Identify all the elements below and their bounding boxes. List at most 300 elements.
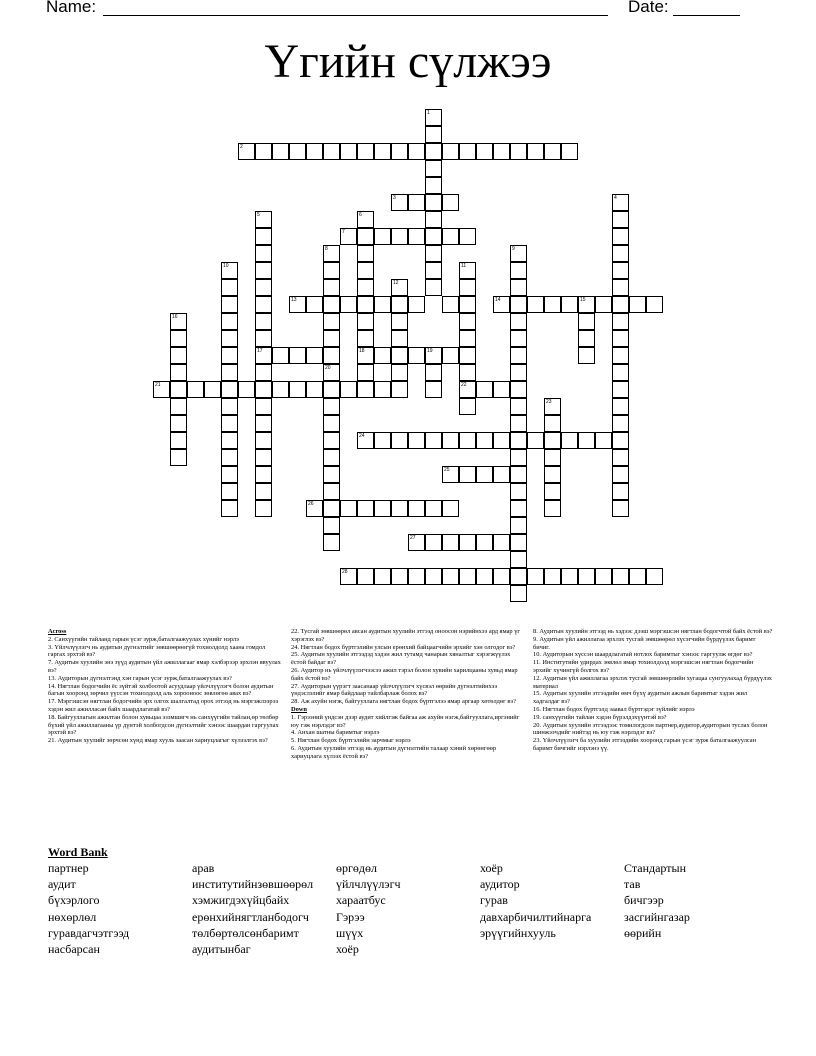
grid-cell[interactable]	[340, 143, 357, 160]
grid-cell[interactable]	[221, 330, 238, 347]
grid-cell[interactable]	[425, 194, 442, 211]
grid-cell[interactable]	[170, 398, 187, 415]
grid-cell[interactable]	[391, 330, 408, 347]
grid-cell[interactable]	[408, 534, 425, 551]
grid-cell[interactable]	[170, 330, 187, 347]
grid-cell[interactable]	[221, 347, 238, 364]
grid-cell[interactable]	[238, 381, 255, 398]
word-bank-word: төлбөртөлсөнбаримт	[192, 925, 299, 940]
word-bank-word: гуравдагчэтгээд	[48, 925, 130, 940]
grid-cell[interactable]	[391, 143, 408, 160]
clue-number: 15	[580, 297, 586, 303]
grid-cell[interactable]	[221, 449, 238, 466]
grid-cell[interactable]	[459, 313, 476, 330]
grid-cell[interactable]	[374, 347, 391, 364]
clue-number: 1	[427, 110, 430, 116]
grid-cell[interactable]	[340, 500, 357, 517]
grid-cell[interactable]	[357, 347, 374, 364]
grid-cell[interactable]	[221, 381, 238, 398]
grid-cell[interactable]	[612, 432, 629, 449]
clue-number: 24	[359, 433, 365, 439]
grid-cell[interactable]	[221, 296, 238, 313]
grid-cell[interactable]	[425, 143, 442, 160]
grid-cell[interactable]	[408, 347, 425, 364]
clue-number: 14	[495, 297, 501, 303]
grid-cell[interactable]	[510, 585, 527, 602]
grid-cell[interactable]	[612, 500, 629, 517]
grid-cell[interactable]	[391, 194, 408, 211]
grid-cell[interactable]	[459, 279, 476, 296]
grid-cell[interactable]	[527, 296, 544, 313]
grid-cell[interactable]	[425, 432, 442, 449]
grid-cell[interactable]	[510, 364, 527, 381]
grid-cell[interactable]	[578, 347, 595, 364]
grid-cell[interactable]	[612, 483, 629, 500]
grid-cell[interactable]	[408, 143, 425, 160]
grid-cell[interactable]	[612, 347, 629, 364]
grid-cell[interactable]	[476, 466, 493, 483]
grid-cell[interactable]	[459, 228, 476, 245]
grid-cell[interactable]	[221, 483, 238, 500]
grid-cell[interactable]	[289, 296, 306, 313]
grid-cell[interactable]	[170, 313, 187, 330]
grid-cell[interactable]	[340, 381, 357, 398]
word-bank-word: аудитор	[480, 877, 520, 892]
clue-text: 28. Аж ахуйн нэгж, байгууллага нягтлан бодох бүртгэлээ ямар аргаар хөтөлдөг вэ?	[291, 698, 516, 706]
across-heading: Across	[48, 628, 67, 635]
grid-cell[interactable]	[459, 381, 476, 398]
grid-cell[interactable]	[374, 296, 391, 313]
grid-cell[interactable]	[221, 500, 238, 517]
grid-cell[interactable]	[459, 568, 476, 585]
grid-cell[interactable]	[323, 143, 340, 160]
grid-cell[interactable]	[255, 228, 272, 245]
grid-cell[interactable]	[595, 296, 612, 313]
grid-cell[interactable]	[170, 415, 187, 432]
grid-cell[interactable]	[612, 398, 629, 415]
grid-cell[interactable]	[408, 432, 425, 449]
grid-cell[interactable]	[425, 381, 442, 398]
grid-cell[interactable]	[510, 568, 527, 585]
word-bank-word: бүхэрлого	[48, 893, 100, 908]
grid-cell[interactable]	[221, 432, 238, 449]
grid-cell[interactable]	[510, 313, 527, 330]
clue-number: 22	[461, 382, 467, 388]
grid-cell[interactable]	[578, 330, 595, 347]
grid-cell[interactable]	[493, 143, 510, 160]
grid-cell[interactable]	[170, 347, 187, 364]
grid-cell[interactable]	[391, 313, 408, 330]
grid-cell[interactable]	[391, 347, 408, 364]
grid-cell[interactable]	[442, 500, 459, 517]
grid-cell[interactable]	[289, 347, 306, 364]
grid-cell[interactable]	[170, 381, 187, 398]
grid-cell[interactable]	[544, 143, 561, 160]
grid-cell[interactable]	[527, 432, 544, 449]
grid-cell[interactable]	[510, 500, 527, 517]
clue-text: 17. Мэргэшсэн нягтлан бодогчийн эрх олгох шалгалтад орох этгээд нь мэргэжлээрээ хэдэн жил ажилласан байх шаардлагатай вэ?	[48, 698, 279, 713]
clues-column-3	[533, 628, 773, 753]
grid-cell[interactable]	[510, 432, 527, 449]
grid-cell[interactable]	[323, 517, 340, 534]
grid-cell[interactable]	[544, 398, 561, 415]
grid-cell[interactable]	[323, 313, 340, 330]
grid-cell[interactable]	[578, 313, 595, 330]
grid-cell[interactable]	[476, 568, 493, 585]
word-bank-word: аудитынбаг	[192, 941, 251, 956]
grid-cell[interactable]	[442, 296, 459, 313]
grid-cell[interactable]	[323, 466, 340, 483]
grid-cell[interactable]	[612, 296, 629, 313]
grid-cell[interactable]	[510, 347, 527, 364]
grid-cell[interactable]	[357, 381, 374, 398]
grid-cell[interactable]	[391, 500, 408, 517]
grid-cell[interactable]	[153, 381, 170, 398]
grid-cell[interactable]	[612, 466, 629, 483]
clue-text: 8. Аудитын хуулийн этгээд нь хэдээс дээш мэргэшсэн нягтлан бодогчтой байх ёстой вэ?	[533, 628, 773, 635]
grid-cell[interactable]	[442, 568, 459, 585]
grid-cell[interactable]	[255, 432, 272, 449]
grid-cell[interactable]	[221, 364, 238, 381]
grid-cell[interactable]	[391, 296, 408, 313]
grid-cell[interactable]	[459, 143, 476, 160]
grid-cell[interactable]	[221, 398, 238, 415]
grid-cell[interactable]	[204, 381, 221, 398]
clue-number: 13	[291, 297, 297, 303]
grid-cell[interactable]	[476, 381, 493, 398]
grid-cell[interactable]	[510, 381, 527, 398]
grid-cell[interactable]	[544, 449, 561, 466]
grid-cell[interactable]	[493, 381, 510, 398]
clue-number: 5	[257, 212, 260, 218]
grid-cell[interactable]	[510, 551, 527, 568]
grid-cell[interactable]	[425, 160, 442, 177]
grid-cell[interactable]	[612, 449, 629, 466]
grid-cell[interactable]	[357, 568, 374, 585]
clue-text: 5. Нягтлан бодох бүртгэлийн зарчмыг нэрлэ	[291, 737, 411, 745]
grid-cell[interactable]	[374, 568, 391, 585]
grid-cell[interactable]	[272, 347, 289, 364]
grid-cell[interactable]	[476, 143, 493, 160]
grid-cell[interactable]	[408, 228, 425, 245]
grid-cell[interactable]	[425, 500, 442, 517]
grid-cell[interactable]	[408, 194, 425, 211]
grid-cell[interactable]	[221, 466, 238, 483]
grid-cell[interactable]	[357, 432, 374, 449]
grid-cell[interactable]	[612, 313, 629, 330]
grid-cell[interactable]	[306, 143, 323, 160]
grid-cell[interactable]	[493, 296, 510, 313]
grid-cell[interactable]	[459, 432, 476, 449]
grid-cell[interactable]	[357, 245, 374, 262]
grid-cell[interactable]	[425, 109, 442, 126]
grid-cell[interactable]	[391, 568, 408, 585]
grid-cell[interactable]	[272, 381, 289, 398]
grid-cell[interactable]	[306, 500, 323, 517]
grid-cell[interactable]	[510, 483, 527, 500]
grid-cell[interactable]	[289, 143, 306, 160]
grid-cell[interactable]	[425, 568, 442, 585]
grid-cell[interactable]	[442, 143, 459, 160]
grid-cell[interactable]	[255, 466, 272, 483]
word-bank-word: партнер	[48, 861, 89, 875]
grid-cell[interactable]	[510, 279, 527, 296]
clue-text: 23. Үйлчлүүлэгч ба хуулийн этгээдийн хооронд гарын үсэг зурж баталгаажуулсан баримт бичгийг нэрлэнэ үү.	[533, 737, 757, 752]
grid-cell[interactable]	[221, 415, 238, 432]
grid-cell[interactable]	[323, 262, 340, 279]
grid-cell[interactable]	[374, 381, 391, 398]
grid-cell[interactable]	[544, 568, 561, 585]
clue-text: 9. Аудитын үйл ажиллагаа эрхлэх тусгай зөвшөөрөл хүсэгчийн бүрдүүлэх баримт бичиг.	[533, 635, 756, 651]
grid-cell[interactable]	[612, 330, 629, 347]
grid-cell[interactable]	[255, 330, 272, 347]
grid-cell[interactable]	[442, 432, 459, 449]
grid-cell[interactable]	[255, 262, 272, 279]
grid-cell[interactable]	[544, 415, 561, 432]
grid-cell[interactable]	[408, 296, 425, 313]
grid-cell[interactable]	[459, 296, 476, 313]
grid-cell[interactable]	[357, 279, 374, 296]
grid-cell[interactable]	[323, 364, 340, 381]
grid-cell[interactable]	[459, 534, 476, 551]
clue-text: 1. Гэрээний үндсэн дээр аудит хийлгэж байгаа аж ахуйн нэгж,байгууллага,иргэнийг юу гэж нэрлэдэг вэ?	[291, 713, 520, 729]
grid-cell[interactable]	[425, 245, 442, 262]
grid-cell[interactable]	[357, 364, 374, 381]
word-bank-word: засгийнгазар	[624, 909, 690, 924]
grid-cell[interactable]	[510, 330, 527, 347]
grid-cell[interactable]	[425, 364, 442, 381]
grid-cell[interactable]	[255, 449, 272, 466]
grid-cell[interactable]	[510, 245, 527, 262]
grid-cell[interactable]	[459, 347, 476, 364]
grid-cell[interactable]	[323, 245, 340, 262]
grid-cell[interactable]	[289, 381, 306, 398]
grid-cell[interactable]	[510, 262, 527, 279]
clue-text: 10. Аудиторын хүссэн шаардлагатай нотлох баримтыг хэнээс гаргуулж өгдөг вэ?	[533, 651, 753, 659]
grid-cell[interactable]	[306, 296, 323, 313]
grid-cell[interactable]	[510, 415, 527, 432]
grid-cell[interactable]	[510, 449, 527, 466]
clue-text: 13. Аудиторын дүгнэлтэнд хэн гарын үсэг зурж,баталгаажуулах вэ?	[48, 674, 232, 682]
grid-cell[interactable]	[357, 143, 374, 160]
grid-cell[interactable]	[510, 517, 527, 534]
clue-text: 16. Нягтлан бодох бүртгэлд заавал бүртгэдэг зүйлийг нэрлэ	[533, 705, 695, 713]
grid-cell[interactable]	[425, 177, 442, 194]
grid-cell[interactable]	[442, 194, 459, 211]
grid-cell[interactable]	[255, 245, 272, 262]
grid-cell[interactable]	[255, 143, 272, 160]
grid-cell[interactable]	[425, 126, 442, 143]
grid-cell[interactable]	[612, 568, 629, 585]
grid-cell[interactable]	[612, 211, 629, 228]
grid-cell[interactable]	[425, 211, 442, 228]
grid-cell[interactable]	[612, 194, 629, 211]
grid-cell[interactable]	[646, 568, 663, 585]
clue-text: 22. Тусгай зөвшөөрөл авсан аудитын хуулийн этгээд оноосон нэрийнхээ ард ямар үг хэрэглэх вэ?	[291, 628, 521, 643]
grid-cell[interactable]	[255, 347, 272, 364]
grid-cell[interactable]	[544, 432, 561, 449]
grid-cell[interactable]	[238, 143, 255, 160]
grid-cell[interactable]	[357, 296, 374, 313]
grid-cell[interactable]	[527, 568, 544, 585]
grid-cell[interactable]	[425, 347, 442, 364]
grid-cell[interactable]	[442, 466, 459, 483]
clue-text: 20. Аудитын хуулийн этгээдээс томилогдсон партнер,аудитор,аудиторын туслах болон шинжээчдийг нийтэд нь юу гэж нэрлэдэг вэ?	[533, 721, 768, 737]
grid-cell[interactable]	[425, 262, 442, 279]
grid-cell[interactable]	[561, 296, 578, 313]
word-bank-word: өөрийн	[624, 925, 662, 940]
grid-cell[interactable]	[510, 296, 527, 313]
grid-cell[interactable]	[493, 466, 510, 483]
grid-cell[interactable]	[323, 483, 340, 500]
grid-cell[interactable]	[391, 279, 408, 296]
grid-cell[interactable]	[459, 262, 476, 279]
grid-cell[interactable]	[323, 398, 340, 415]
grid-cell[interactable]	[306, 347, 323, 364]
grid-cell[interactable]	[561, 432, 578, 449]
grid-cell[interactable]	[323, 449, 340, 466]
grid-cell[interactable]	[374, 228, 391, 245]
grid-cell[interactable]	[391, 432, 408, 449]
grid-cell[interactable]	[595, 432, 612, 449]
word-bank-word: бичгээр	[624, 893, 664, 908]
clue-number: 9	[512, 246, 515, 252]
word-bank-word: аудит	[48, 877, 76, 892]
word-bank-word: Стандартын	[624, 861, 686, 875]
grid-cell[interactable]	[544, 296, 561, 313]
grid-cell[interactable]	[578, 568, 595, 585]
grid-cell[interactable]	[459, 466, 476, 483]
grid-cell[interactable]	[357, 211, 374, 228]
word-bank-row	[48, 941, 788, 957]
grid-cell[interactable]	[357, 313, 374, 330]
grid-cell[interactable]	[221, 262, 238, 279]
grid-cell[interactable]	[612, 228, 629, 245]
grid-cell[interactable]	[459, 398, 476, 415]
grid-cell[interactable]	[459, 364, 476, 381]
grid-cell[interactable]	[510, 534, 527, 551]
word-bank-word: институтийнзөвшөөрөл	[192, 877, 314, 892]
grid-cell[interactable]	[170, 449, 187, 466]
grid-cell[interactable]	[323, 381, 340, 398]
grid-cell[interactable]	[442, 228, 459, 245]
grid-cell[interactable]	[323, 534, 340, 551]
grid-cell[interactable]	[340, 228, 357, 245]
grid-cell[interactable]	[612, 381, 629, 398]
grid-cell[interactable]	[357, 262, 374, 279]
grid-cell[interactable]	[357, 228, 374, 245]
grid-cell[interactable]	[493, 432, 510, 449]
grid-cell[interactable]	[425, 228, 442, 245]
grid-cell[interactable]	[374, 143, 391, 160]
grid-cell[interactable]	[459, 330, 476, 347]
clue-text: 2. Санхүүгийн тайланд гарын үсэг зурж,баталгаажуулах хүнийг нэрлэ	[48, 635, 239, 643]
grid-cell[interactable]	[510, 143, 527, 160]
grid-cell[interactable]	[629, 296, 646, 313]
grid-cell[interactable]	[323, 415, 340, 432]
grid-cell[interactable]	[306, 381, 323, 398]
grid-cell[interactable]	[612, 415, 629, 432]
grid-cell[interactable]	[374, 500, 391, 517]
grid-cell[interactable]	[323, 296, 340, 313]
grid-cell[interactable]	[391, 364, 408, 381]
clue-number: 10	[223, 263, 229, 269]
clue-number: 20	[325, 365, 331, 371]
grid-cell[interactable]	[323, 347, 340, 364]
grid-cell[interactable]	[323, 500, 340, 517]
grid-cell[interactable]	[544, 483, 561, 500]
grid-cell[interactable]	[578, 432, 595, 449]
grid-cell[interactable]	[255, 398, 272, 415]
grid-cell[interactable]	[255, 500, 272, 517]
grid-cell[interactable]	[544, 466, 561, 483]
grid-cell[interactable]	[255, 364, 272, 381]
grid-cell[interactable]	[612, 245, 629, 262]
grid-cell[interactable]	[595, 568, 612, 585]
grid-cell[interactable]	[527, 143, 544, 160]
grid-cell[interactable]	[391, 228, 408, 245]
grid-cell[interactable]	[170, 364, 187, 381]
word-bank-word: насбарсан	[48, 941, 100, 956]
grid-cell[interactable]	[476, 432, 493, 449]
grid-cell[interactable]	[221, 279, 238, 296]
grid-cell[interactable]	[255, 296, 272, 313]
grid-cell[interactable]	[561, 568, 578, 585]
grid-cell[interactable]	[340, 568, 357, 585]
grid-cell[interactable]	[255, 415, 272, 432]
grid-cell[interactable]	[357, 330, 374, 347]
grid-cell[interactable]	[578, 296, 595, 313]
grid-cell[interactable]	[170, 432, 187, 449]
grid-cell[interactable]	[323, 432, 340, 449]
grid-cell[interactable]	[510, 398, 527, 415]
grid-cell[interactable]	[425, 279, 442, 296]
grid-cell[interactable]	[323, 330, 340, 347]
grid-cell[interactable]	[357, 500, 374, 517]
grid-cell[interactable]	[187, 381, 204, 398]
clue-text: 7. Аудитын хуулийн энэ зүүд аудитын үйл ажиллагааг ямар хэлбэрээр эрхлэн явуулах вэ?	[48, 659, 281, 674]
grid-cell[interactable]	[391, 381, 408, 398]
grid-cell[interactable]	[221, 313, 238, 330]
grid-cell[interactable]	[612, 364, 629, 381]
grid-cell[interactable]	[323, 279, 340, 296]
grid-cell[interactable]	[255, 211, 272, 228]
grid-cell[interactable]	[255, 279, 272, 296]
grid-cell[interactable]	[255, 381, 272, 398]
grid-cell[interactable]	[544, 500, 561, 517]
clue-number: 11	[461, 263, 467, 269]
grid-cell[interactable]	[374, 432, 391, 449]
grid-cell[interactable]	[408, 500, 425, 517]
grid-cell[interactable]	[493, 534, 510, 551]
grid-cell[interactable]	[340, 296, 357, 313]
grid-cell[interactable]	[425, 534, 442, 551]
grid-cell[interactable]	[255, 483, 272, 500]
grid-cell[interactable]	[255, 313, 272, 330]
grid-cell[interactable]	[646, 296, 663, 313]
grid-cell[interactable]	[612, 262, 629, 279]
grid-cell[interactable]	[442, 534, 459, 551]
grid-cell[interactable]	[629, 568, 646, 585]
grid-cell[interactable]	[510, 466, 527, 483]
grid-cell[interactable]	[272, 143, 289, 160]
grid-cell[interactable]	[408, 568, 425, 585]
grid-cell[interactable]	[612, 279, 629, 296]
grid-cell[interactable]	[442, 347, 459, 364]
grid-cell[interactable]	[493, 568, 510, 585]
grid-cell[interactable]	[476, 534, 493, 551]
grid-cell[interactable]	[561, 143, 578, 160]
